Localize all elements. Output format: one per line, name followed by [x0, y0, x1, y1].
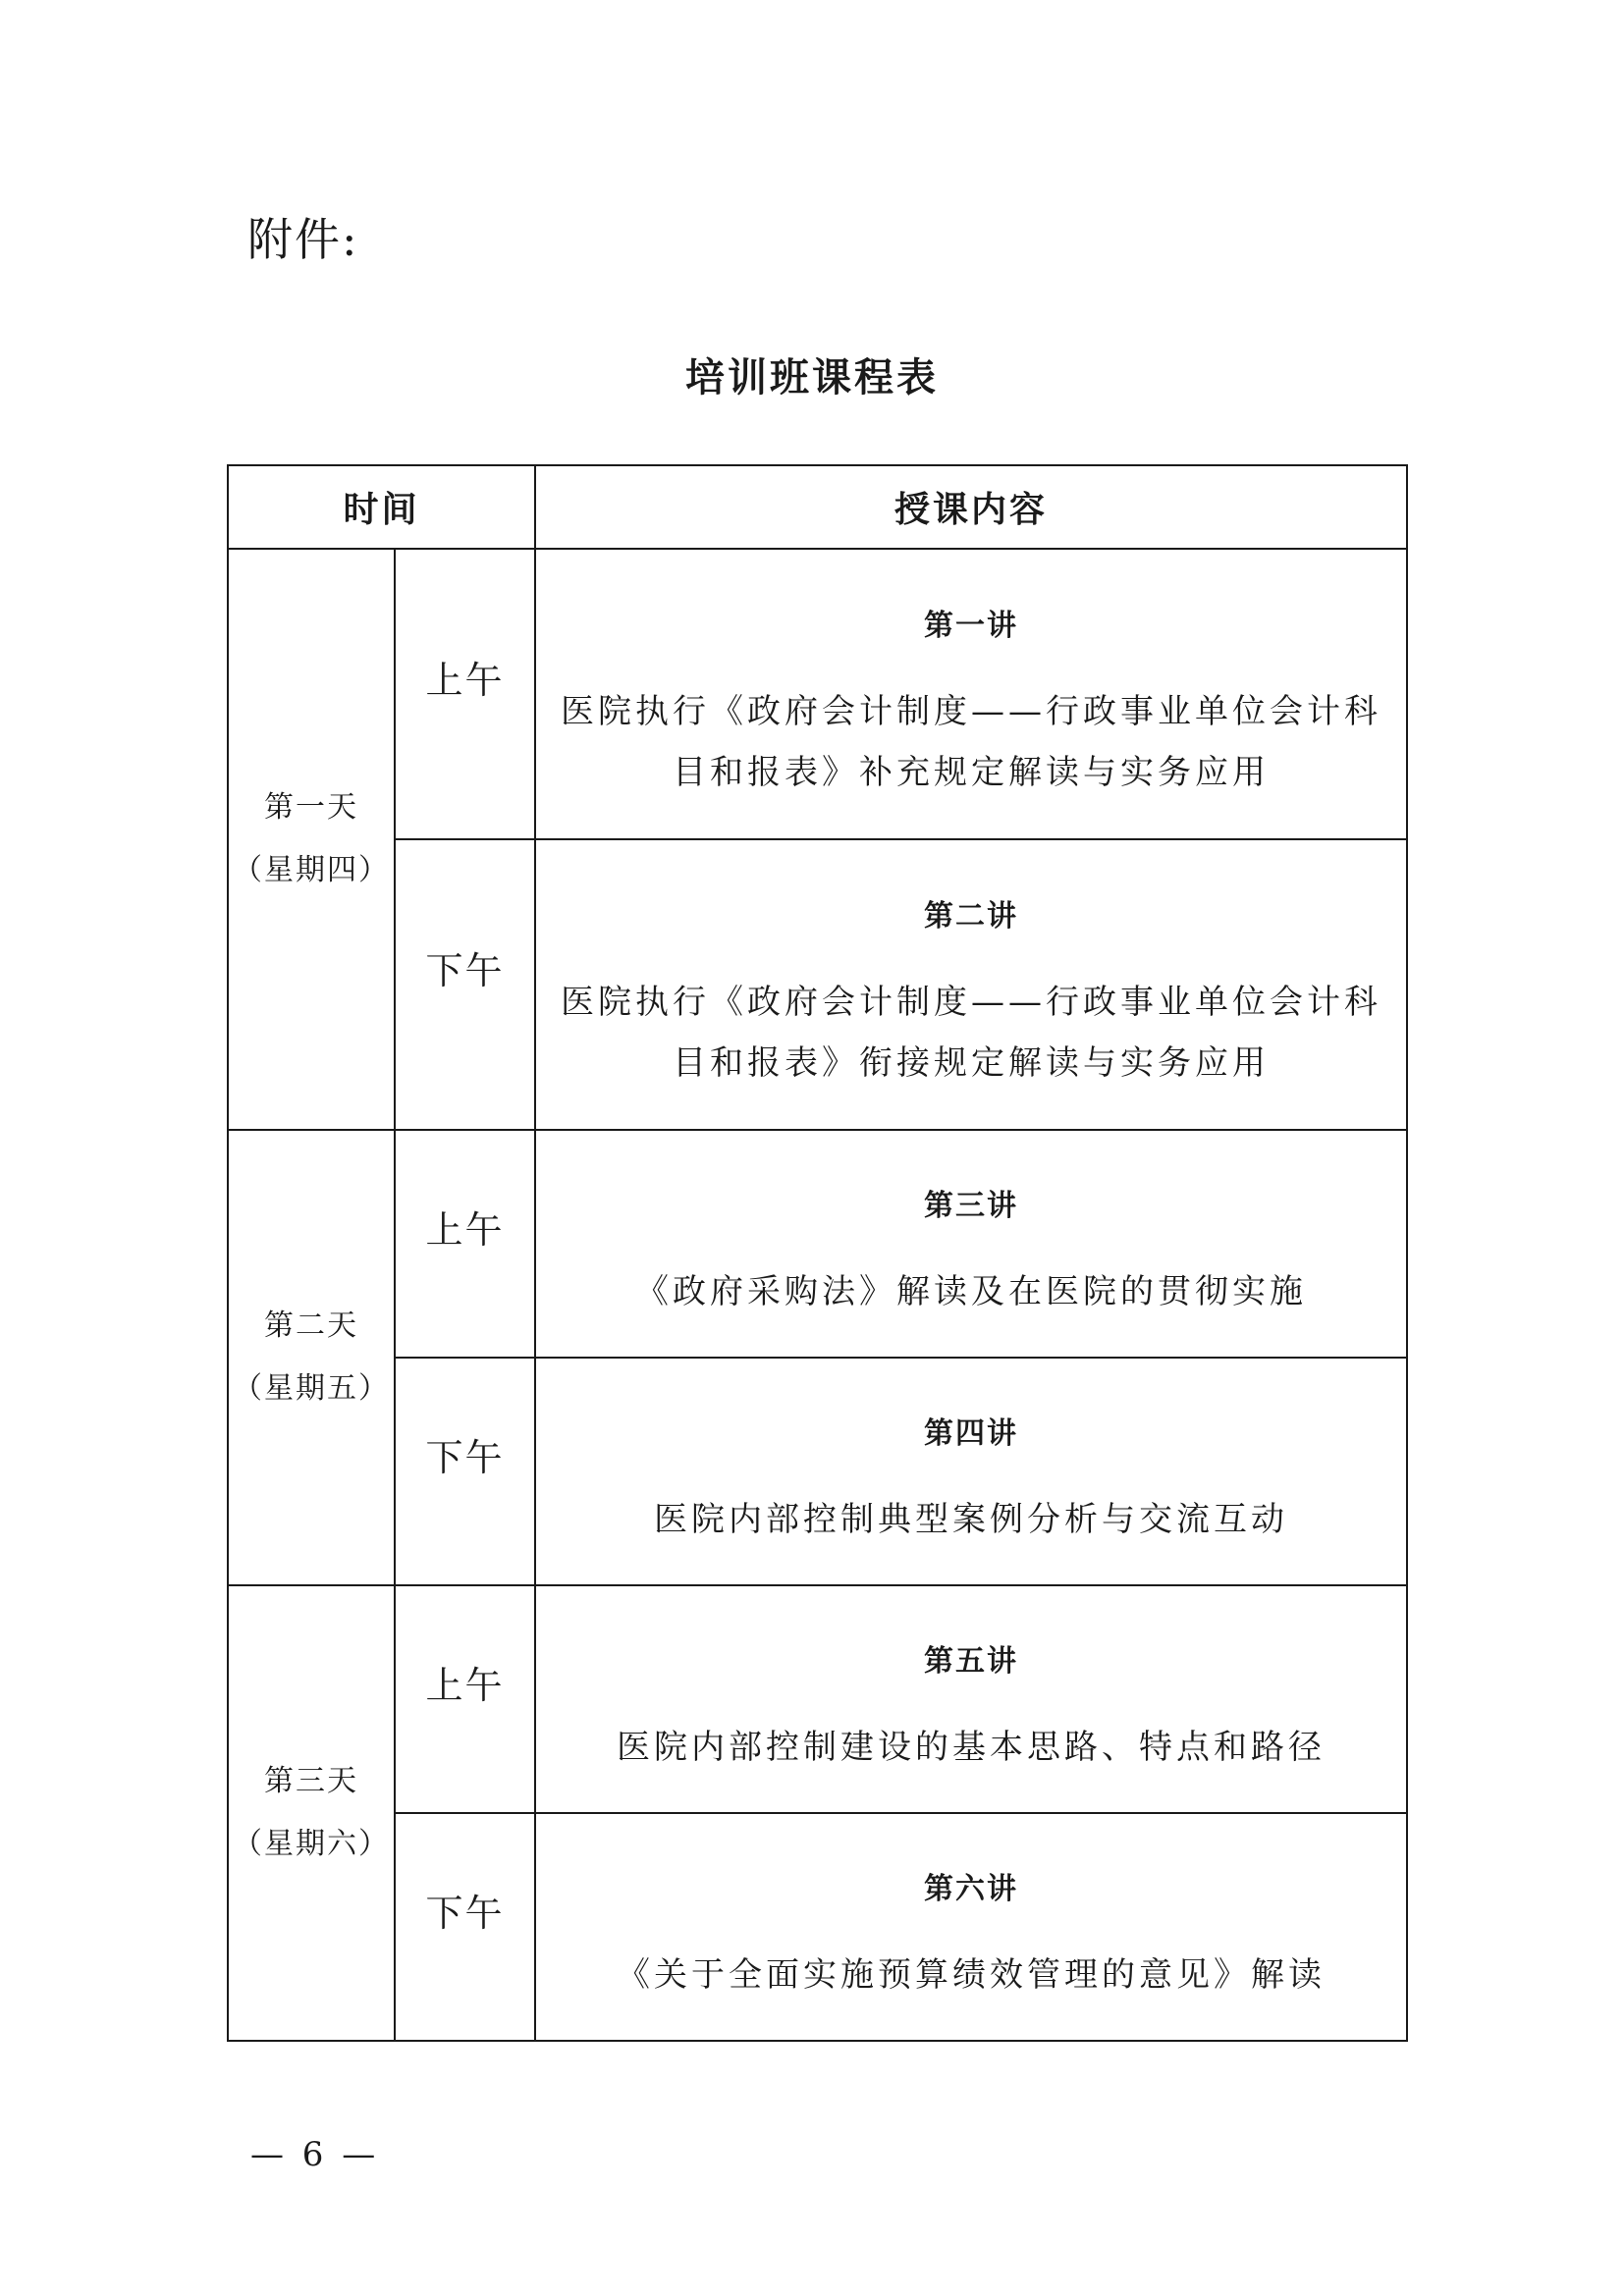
table-row	[228, 1813, 1407, 2041]
table-header-row	[228, 465, 1407, 549]
header-time: 时间	[228, 465, 535, 549]
lecture-topic: 医院执行《政府会计制度——行政事业单位会计科目和报表》补充规定解读与实务应用	[561, 692, 1382, 792]
day-cell-1	[228, 549, 395, 1130]
lecture-name: 第四讲	[924, 1416, 1019, 1451]
weekday-label: （星期五）	[233, 1371, 390, 1406]
table-row	[228, 1585, 1407, 1813]
lecture-topic: 医院内部控制建设的基本思路、特点和路径	[617, 1728, 1326, 1767]
day-cell-3	[228, 1585, 395, 2041]
table-row	[228, 1130, 1407, 1358]
day-label: 第二天	[264, 1308, 358, 1343]
period-label: 上午	[425, 1207, 505, 1252]
period-label: 上午	[425, 1663, 505, 1707]
period-cell	[395, 549, 535, 839]
table-row	[228, 839, 1407, 1130]
attachment-label: 附件:	[247, 213, 359, 266]
lecture-name: 第二讲	[924, 899, 1019, 934]
lecture-cell	[535, 1813, 1407, 2041]
lecture-topic: 医院内部控制典型案例分析与交流互动	[654, 1500, 1289, 1539]
day-label: 第三天	[264, 1764, 358, 1798]
table-row	[228, 1358, 1407, 1585]
period-cell	[395, 1585, 535, 1813]
lecture-name: 第一讲	[924, 609, 1019, 643]
day-cell-2	[228, 1130, 395, 1585]
document-title: 培训班课程表	[685, 355, 939, 400]
period-label: 下午	[425, 1435, 505, 1479]
period-cell	[395, 1358, 535, 1585]
lecture-cell	[535, 1358, 1407, 1585]
lecture-topic: 《关于全面实施预算绩效管理的意见》解读	[617, 1955, 1326, 1995]
lecture-cell	[535, 839, 1407, 1130]
lecture-topic: 医院执行《政府会计制度——行政事业单位会计科目和报表》衔接规定解读与实务应用	[561, 983, 1382, 1083]
lecture-name: 第六讲	[924, 1872, 1019, 1906]
page-number: — 6 —	[250, 2135, 380, 2174]
period-label: 下午	[425, 948, 505, 992]
lecture-name: 第五讲	[924, 1644, 1019, 1679]
period-cell	[395, 1130, 535, 1358]
lecture-cell	[535, 1130, 1407, 1358]
lecture-cell	[535, 1585, 1407, 1813]
weekday-label: （星期四）	[233, 853, 390, 887]
header-content: 授课内容	[535, 465, 1407, 549]
lecture-cell	[535, 549, 1407, 839]
course-schedule-table	[227, 464, 1408, 2042]
lecture-name: 第三讲	[924, 1189, 1019, 1223]
weekday-label: （星期六）	[233, 1827, 390, 1861]
lecture-topic: 《政府采购法》解读及在医院的贯彻实施	[635, 1272, 1308, 1311]
day-label: 第一天	[264, 790, 358, 825]
period-cell	[395, 839, 535, 1130]
period-label: 上午	[425, 658, 505, 702]
table-row	[228, 549, 1407, 839]
period-cell	[395, 1813, 535, 2041]
period-label: 下午	[425, 1891, 505, 1935]
